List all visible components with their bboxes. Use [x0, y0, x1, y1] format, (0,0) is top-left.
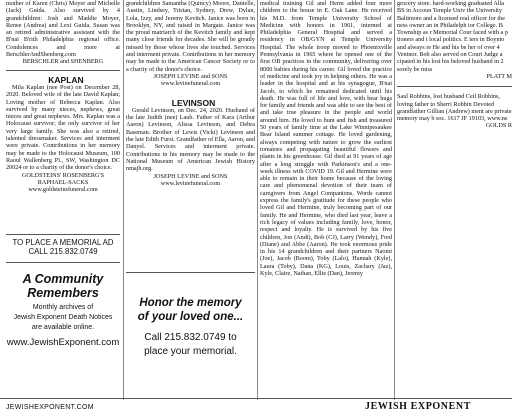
- obituary-text: grandchildren Samantha (Quincy) Moore, Danielle, Austin, Lindsey, Tristan, Sydney, Drew, Dylan, Lola, Izzy, and Jeremy Kevitch. Janice was born in Brooklyn, NY, and raised in Margate. Janice was the proud matriarch of the Kevitch family and kept many close friends for decades. She will be greatly missed by those whose lives she touched. Services and interment private. Contributions in her memory may be made to the American Cancer Society or to a charity of the donor's choice.: [126, 0, 255, 73]
- obituary-text: medical training Gil and Herm added four more children to the house in E. Oak Lane. He received his M.D. from Temple University School of Medicine with honors in 1961, interned at Philadelphia General Hospital and served a residency in OB/GYN at Temple University Hospital. The whole troop moved to Phoenixville Pennsylvania in 1965 where he opened one of the first OB practices in the community, delivering over 8000 babies during his career. Gil loved the practice of medicine and took joy in helping others. He was a leader in the hospital and at his synagogue, B'nai Jacob, to which he remained dedicated until his death. He was full of life and love, with bear hugs for family and friends and was able to see the best of and take true pleasure in the people and world around him. He loved to hunt and fish and treasured 50 years of family time at the Lake Winnipesaukee Bear Island summer cottage. He loved gardening, always competing with nature to grow the earliest tomatoes and propagating beautiful flowers and plants in his greenhouse. Gil died at 91 years of age after a long struggle with Parkinson's and a one-week illness with COVID 19. Gil and Hermine were able to remain in their home because of the loving care and phenomenal devotion of their team of caregivers from Angel Companions. Words cannot express the family's gratitude for these people who loved Gil and Hermine, truly becoming part of our family. He and Hermine, who died last year, leave a rich legacy of values including family, love, honor, respect and loyalty. He is survived by his five children, Jon (Andi), Bob (CJ), Larry (Wendy), Fred (Diane) and Abbe (Aaron). He took enormous pride in his 14 grandchildren and their partners Naomi (Joe), Jacob (Boom), Toby (Lalo), Hannah (Kyle), Laura (Toby), Dana (KG), Louis, Zachary (Jaz), Kyle, Claire, Nathan, Ellie (Dan), Jeremy: [260, 0, 392, 277]
- ad-description: Monthly archives of: [32, 304, 94, 311]
- separator: [6, 262, 120, 263]
- ad-title: of your loved one...: [137, 311, 244, 323]
- footer-website: JEWISHEXPONENT.COM: [6, 404, 94, 411]
- separator: [6, 234, 120, 235]
- obituary-text: Saul Robbins, lost husband Ceil Robbins, loving father to Sherri Robbin Devoted grandfather Gillian (Andrew) ment are private memory may b soc. 1617 JF 19103, www.ne: [397, 93, 512, 123]
- funeral-home-signature: JOSEPH LEVINE and SONS: [153, 172, 228, 180]
- obituary-column-1: [6, 0, 120, 232]
- honor-memory-ad: [126, 296, 255, 359]
- funeral-home-signature: PLATT M: [486, 72, 512, 80]
- funeral-home-url: www.levinefuneral.com: [160, 179, 221, 187]
- column-divider: [123, 0, 124, 400]
- memorial-ad-box: [6, 238, 120, 256]
- funeral-home-url: www.goldsteinsfuneral.com: [28, 186, 98, 194]
- column-divider: [257, 0, 258, 400]
- obituary-heading-kaplan: KAPLAN: [48, 74, 84, 85]
- ad-title: A Community: [22, 272, 104, 286]
- column-divider: [394, 0, 395, 400]
- funeral-home-url: www.levinefuneral.com: [160, 80, 221, 88]
- ad-url: www.JewishExponent.com: [6, 337, 120, 348]
- obituary-column-3: [260, 0, 392, 340]
- separator: [6, 70, 120, 71]
- footer-masthead: JEWISH EXPONENT: [365, 401, 471, 412]
- funeral-home-signature: BERSCHLER and SHENBERG: [22, 58, 104, 66]
- obituary-column-2: [126, 0, 255, 262]
- ad-title: Remembers: [27, 286, 99, 300]
- obituary-heading-levinson: LEVINSON: [171, 97, 216, 108]
- ad-phone: place your memorial.: [144, 346, 237, 357]
- funeral-home-signature: JOSEPH LEVINE and SONS: [153, 72, 228, 80]
- funeral-home-signature: GOLDS R: [485, 122, 512, 130]
- funeral-home-signature: GOLDSTEINS' ROSENBERG'S: [21, 171, 105, 179]
- ad-phone: Call 215.832.0749 to: [144, 332, 237, 343]
- separator: [126, 272, 255, 273]
- funeral-home-signature: RAPHAEL-SACKS: [37, 178, 89, 186]
- obituary-text: Mila Kaplan (nee Post) on December 28, 2020. Beloved wife of the late David Kaplan; Loving mother of Rebecca Kaplan. Also survived by many nieces, nephews, great nieces and great nephews. Mrs. Kaplan was a Holocaust survivor; the only survivor of her very large family. She was also a retired, talented dressmaker. Services and interment were private. Contributions in her memory may be made to the Holocaust Museum, 100 Raoul Wallenberg Pl., SW, Washington DC 20024 or to a charity of the donor's choice.: [6, 83, 120, 172]
- obituary-column-4: [397, 0, 512, 356]
- obituary-text: mother of Karen (Chris) Moyer and Michelle (Jack) Guida. Also survived by 4 grandchildren: Josh and Maddie Moyer, Renee (Andrea) and Lexi Guida. Susan was an retired administrative assistant with the B'nai B'rith Philadelphia regional office. Condolences and more at BerschlerAndShenberg.com: [6, 0, 120, 59]
- ad-description: Jewish Exponent Death Notices: [13, 314, 113, 321]
- ad-title: Honor the memory: [139, 297, 242, 309]
- memorial-ad-phone: CALL 215.832.0749: [28, 247, 98, 256]
- obituary-text: grocery store. hard-working graduated Alla BS in Accoun Temple Univ the University Baltimore and a licensed real officer for the ness owner an in Philadelph ior College. B Township as r Memorial Cour faced with a p tioners and t local politics. E ters in Boynto and always re He and his be her of over 4 Ventnor. Bob also served on Court Judge a cipated in his lost his beloved husband in 2 sorely be miss: [397, 0, 508, 73]
- separator: [397, 86, 512, 87]
- ad-description: are available online.: [31, 324, 95, 331]
- footer-rule: [0, 398, 512, 399]
- memorial-ad-line: TO PLACE A MEMORIAL AD: [12, 238, 114, 247]
- obituary-text: Gerald Levinson, on Dec. 24, 2020. Husband of the late Judith (nee) Laub. Father of Kara (Arthur Aaron) Levinson, Alissa Levinson, and Debra Baseman. Brother of Lewis (Vicki) Levinson and the late Edith Furst. Grandfather of Ella, Aaron, and Danyel. Services and interment private. Contributions in his memory may be made to the National Museum of American Jewish History nmajh.org.: [126, 106, 255, 173]
- community-remembers-ad: [4, 272, 122, 350]
